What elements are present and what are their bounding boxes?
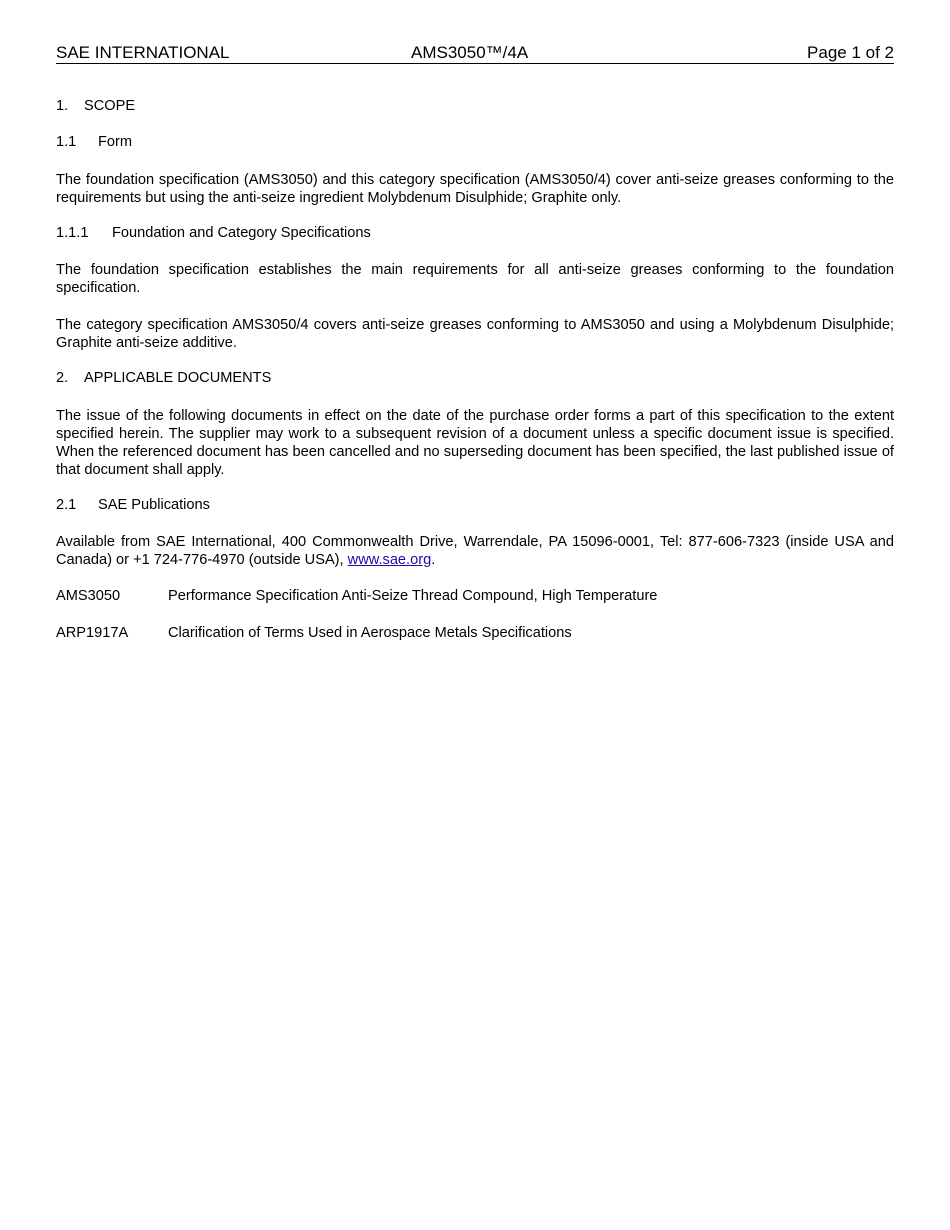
reference-title: Clarification of Terms Used in Aerospace Metals Specifications — [168, 625, 572, 641]
reference-code: ARP1917A — [56, 625, 129, 641]
reference-code: AMS3050 — [56, 588, 121, 604]
section-title: APPLICABLE DOCUMENTS — [84, 370, 272, 386]
section-number: 1.1 — [56, 134, 77, 150]
section-number: 1.1.1 — [56, 225, 89, 241]
form-paragraph: The foundation specification (AMS3050) and this category specification (AMS3050/4) cover anti-seize greases conforming to the requirements but using the anti-seize ingredient Molybdenum Disulphide; Graphite only. — [56, 172, 894, 206]
availability-text: Available from SAE International, 400 Commonwealth Drive, Warrendale, PA 15096-0001, Tel: 877-606-7323 (inside USA and Canada) or +1 724-776-4970 (outside USA), — [56, 534, 894, 568]
section-title: SAE Publications — [98, 497, 210, 513]
section-title: Form — [98, 134, 133, 150]
section-title: Foundation and Category Specifications — [112, 225, 371, 241]
section-number: 1. — [56, 98, 69, 114]
category-paragraph: The category specification AMS3050/4 covers anti-seize greases conforming to AMS3050 and using a Molybdenum Disulphide; Graphite anti-seize additive. — [56, 317, 894, 351]
foundation-paragraph: The foundation specification establishes the main requirements for all anti-seize greases conforming to the foundation specification. — [56, 262, 894, 296]
section-2-1-heading — [56, 496, 894, 514]
section-2-heading — [56, 369, 894, 387]
availability-end: . — [431, 552, 436, 568]
section-1-heading — [56, 97, 894, 115]
header-document-number: AMS3050™/4A — [411, 43, 529, 62]
reference-title: Performance Specification Anti-Seize Thread Compound, High Temperature — [168, 588, 658, 604]
header-organization: SAE INTERNATIONAL — [56, 43, 230, 62]
applicable-documents-paragraph: The issue of the following documents in effect on the date of the purchase order forms a part of this specification to the extent specified herein. The supplier may work to a subsequent revision of a document unless a specific document issue is specified. When the referenced document has been cancelled and no superseding document has been specified, the last published issue of that document shall apply. — [56, 408, 894, 478]
section-1-1-1-heading — [56, 224, 894, 242]
section-title: SCOPE — [84, 98, 136, 114]
section-number: 2. — [56, 370, 69, 386]
header-page-number: Page 1 of 2 — [807, 43, 894, 62]
page-header — [56, 43, 894, 64]
section-number: 2.1 — [56, 497, 77, 513]
sae-availability-paragraph — [56, 533, 894, 569]
sae-website-link[interactable]: www.sae.org — [347, 552, 432, 568]
section-1-1-heading — [56, 133, 894, 151]
